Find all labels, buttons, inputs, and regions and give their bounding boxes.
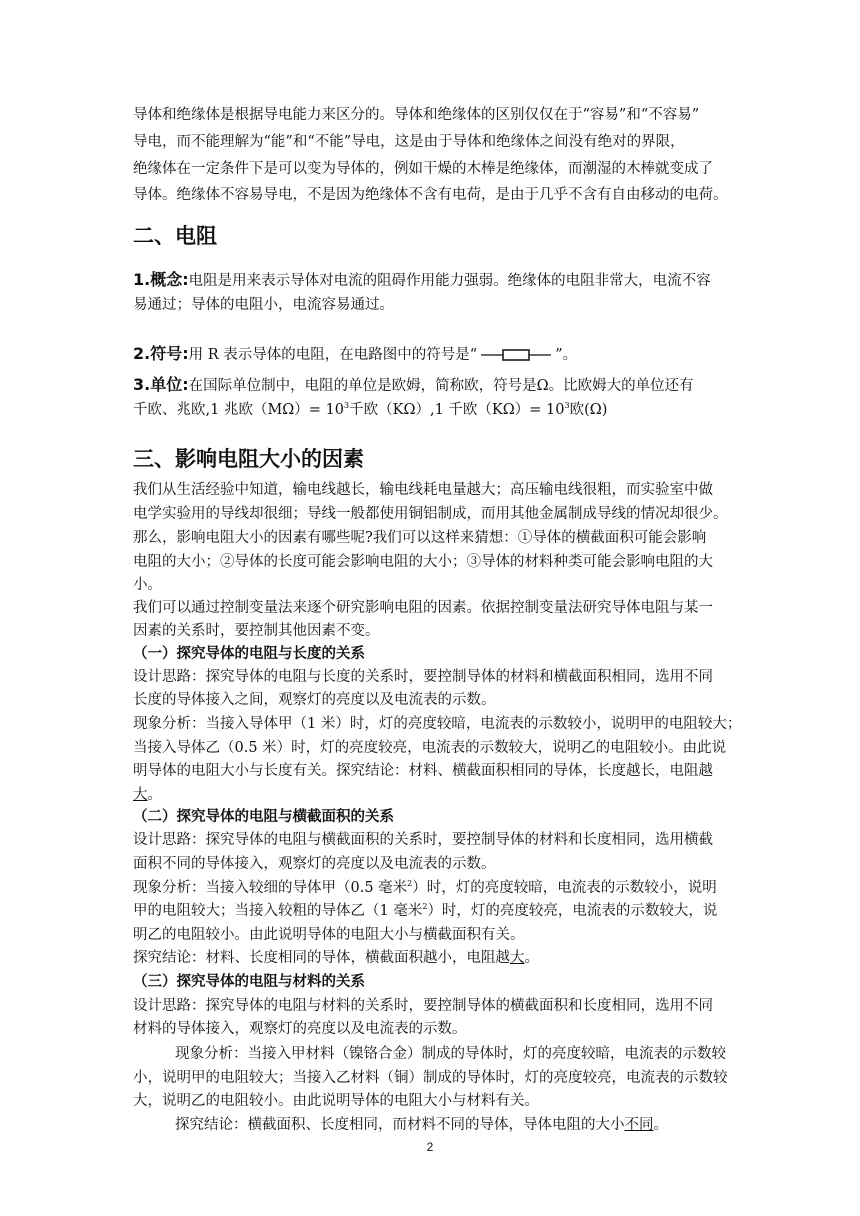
text-part: 甲的电阻较大；当接入较粗的导体乙（1 毫米 — [133, 903, 423, 919]
exponent: 3 — [344, 401, 350, 410]
underlined-answer: 大 — [133, 787, 148, 803]
exponent: 2 — [407, 879, 413, 888]
concept-line: 易通过；导体的电阻小，电流容易通过。 — [133, 297, 394, 313]
paragraph-line: 电阻的大小；②导体的长度可能会影响电阻的大小；③导体的材料种类可能会影响电阻的大 — [133, 554, 713, 570]
paragraph-line — [133, 946, 539, 970]
paragraph-line: 设计思路：探究导体的电阻与长度的关系时，要控制导体的材料和横截面积相同，选用不同 — [133, 669, 713, 685]
subsection-title: （二）探究导体的电阻与横截面积的关系 — [133, 809, 394, 825]
section-heading: 二、电阻 — [133, 224, 217, 248]
concept-label: 1.概念: — [133, 270, 189, 289]
symbol-label: 2.符号: — [133, 344, 189, 363]
exponent: 3 — [564, 401, 570, 410]
paragraph-line: 长度的导体接入之间，观察灯的亮度以及电流表的示数。 — [133, 692, 496, 708]
paragraph-line: 小，说明甲的电阻较大；当接入乙材料（铜）制成的导体时，灯的亮度较亮，电流表的示数较 — [133, 1070, 728, 1086]
paragraph-line — [133, 783, 162, 807]
subsection-title: （三）探究导体的电阻与材料的关系 — [133, 974, 365, 990]
intro-line: 导电，而不能理解为“能”和“不能”导电，这是由于导体和绝缘体之间没有绝对的界限， — [133, 134, 685, 150]
paragraph-line: 我们从生活经验中知道，输电线越长，输电线耗电量越大；高压输电线很粗，而实验室中做 — [133, 482, 713, 498]
paragraph-line: 因素的关系时，要控制其他因素不变。 — [133, 623, 380, 639]
unit-conversion-part: 千欧、兆欧,1 兆欧（MΩ）= 10 — [133, 402, 345, 418]
unit-text: 在国际单位制中，电阻的单位是欧姆，简称欧，符号是Ω。比欧姆大的单位还有 — [188, 378, 694, 394]
paragraph-line: 明导体的电阻大小与长度有关。探究结论：材料、横截面积相同的导体，长度越长，电阻越 — [133, 763, 713, 779]
concept-line — [133, 268, 711, 293]
text-part: ）时，灯的亮度较暗，电流表的示数较小，说明 — [412, 880, 717, 896]
symbol-text-end: ”。 — [555, 347, 578, 363]
subsection-title: （一）探究导体的电阻与长度的关系 — [133, 646, 365, 662]
intro-line: 绝缘体在一定条件下是可以变为导体的，例如干燥的木棒是绝缘体，而潮湿的木棒就变成了 — [133, 161, 713, 177]
intro-line: 导体和绝缘体是根据导电能力来区分的。导体和绝缘体的区别仅仅在于“容易”和“不容易” — [133, 107, 700, 123]
page-number: 2 — [426, 1140, 434, 1154]
unit-conversion-part: 千欧（KΩ）,1 千欧（KΩ）= 10 — [349, 402, 565, 418]
symbol-line — [133, 342, 577, 367]
text-part: ）时，灯的亮度较亮，电流表的示数较大，说 — [427, 903, 718, 919]
paragraph-line: 现象分析：当接入导体甲（1 米）时，灯的亮度较暗，电流表的示数较小，说明甲的电阻较大； — [133, 716, 742, 732]
resistor-symbol-icon — [481, 348, 551, 362]
paragraph-line: 设计思路：探究导体的电阻与材料的关系时，要控制导体的横截面积和长度相同，选用不同 — [133, 998, 713, 1014]
paragraph-line: 那么，影响电阻大小的因素有哪些呢?我们可以这样来猜想：①导体的横截面积可能会影响 — [133, 530, 707, 546]
underlined-answer: 大 — [510, 950, 525, 966]
symbol-text: 用 R 表示导体的电阻，在电路图中的符号是“ — [188, 347, 478, 363]
paragraph-line — [133, 876, 717, 900]
paragraph-line: 设计思路：探究导体的电阻与横截面积的关系时，要控制导体的材料和长度相同，选用横截 — [133, 832, 713, 848]
exponent: 2 — [422, 902, 428, 911]
unit-label: 3.单位: — [133, 375, 189, 394]
paragraph-line: 当接入导体乙（0.5 米）时，灯的亮度较亮，电流表的示数较大，说明乙的电阻较小。由此说 — [133, 740, 727, 756]
unit-conversion-part: 欧(Ω) — [569, 402, 608, 418]
paragraph-line: 电学实验用的导线却很细；导线一般都使用铜铝制成，而用其他金属制成导线的情况却很少。 — [133, 506, 728, 522]
paragraph-line — [175, 1113, 668, 1137]
punctuation: 。 — [147, 787, 162, 803]
concept-text: 电阻是用来表示导体对电流的阻碍作用能力强弱。绝缘体的电阻非常大，电流不容 — [188, 273, 711, 289]
underlined-answer: 不同 — [624, 1117, 654, 1133]
paragraph-line: 我们可以通过控制变量法来逐个研究影响电阻的因素。依据控制变量法研究导体电阻与某一 — [133, 600, 713, 616]
punctuation: 。 — [653, 1117, 668, 1133]
punctuation: 。 — [524, 950, 539, 966]
paragraph-line: 大，说明乙的电阻较小。由此说明导体的电阻大小与材料有关。 — [133, 1093, 539, 1109]
intro-line: 导体。绝缘体不容易导电，不是因为绝缘体不含有电荷，是由于几乎不含有自由移动的电荷。 — [133, 187, 728, 203]
paragraph-line: 明乙的电阻较小。由此说明导体的电阻大小与横截面积有关。 — [133, 927, 525, 943]
paragraph-line: 现象分析：当接入甲材料（镍铬合金）制成的导体时，灯的亮度较暗，电流表的示数较 — [175, 1046, 726, 1062]
text-part: 探究结论：材料、长度相同的导体，横截面积越小，电阻越 — [133, 950, 510, 966]
unit-conversion-line — [133, 398, 607, 422]
paragraph-line: 小。 — [133, 577, 162, 593]
text-part: 现象分析：当接入较细的导体甲（0.5 毫米 — [133, 880, 408, 896]
paragraph-line: 面积不同的导体接入，观察灯的亮度以及电流表的示数。 — [133, 856, 496, 872]
text-part: 探究结论：横截面积、长度相同，而材料不同的导体，导体电阻的大小 — [175, 1117, 625, 1133]
paragraph-line — [133, 899, 717, 923]
unit-line — [133, 373, 694, 398]
section-heading: 三、影响电阻大小的因素 — [133, 447, 364, 471]
paragraph-line: 材料的导体接入，观察灯的亮度以及电流表的示数。 — [133, 1021, 467, 1037]
